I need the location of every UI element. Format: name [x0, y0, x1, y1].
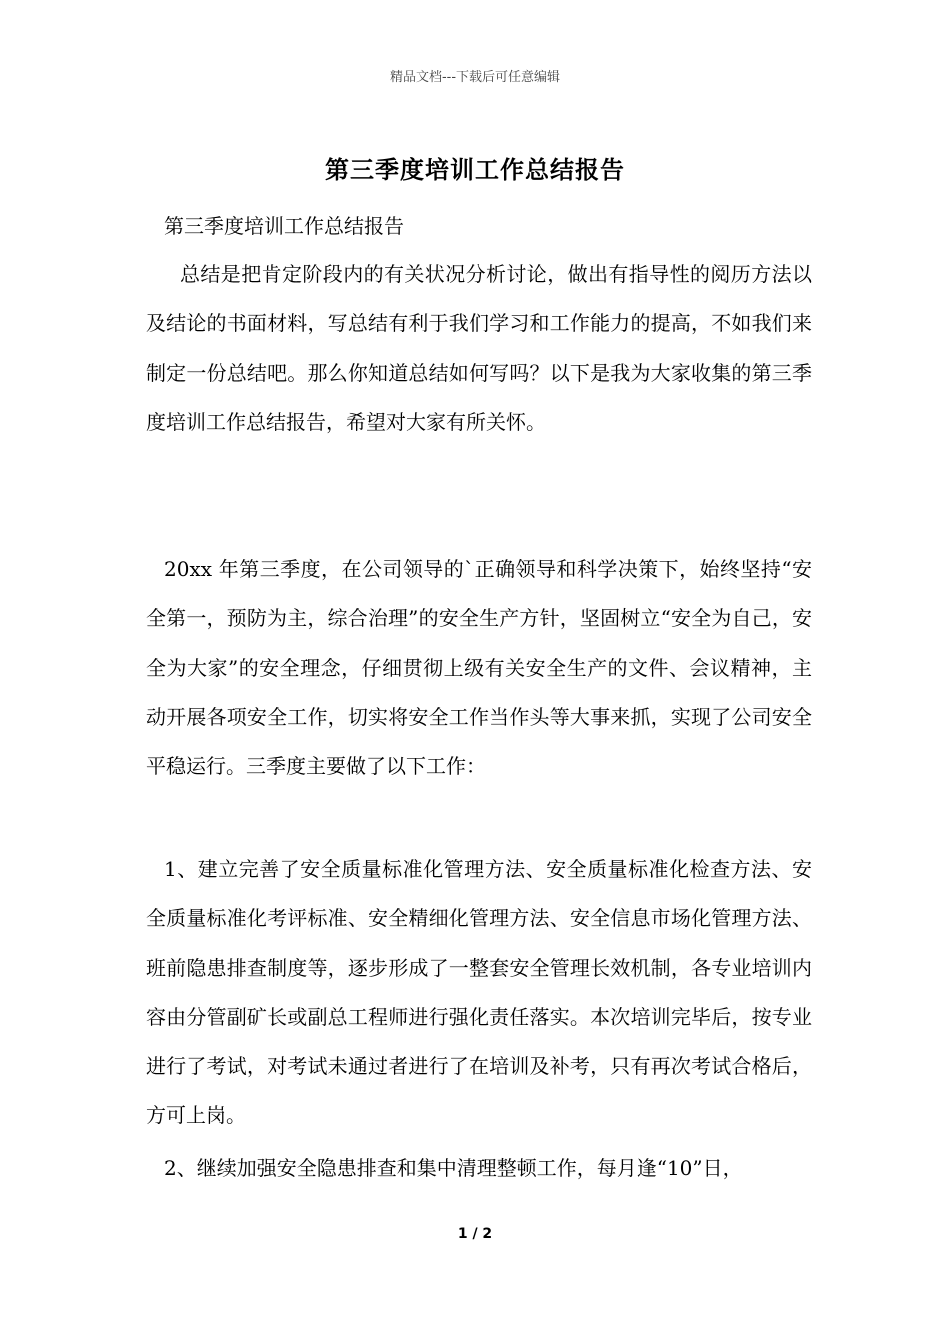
paragraph-item-1: 1、建立完善了安全质量标准化管理方法、安全质量标准化检查方法、安全质量标准化考评标准、安全精细化管理方法、安全信息市场化管理方法、 班前隐患排查制度等，逐步形成了一整套安全管理长效机制，各专业培训内容由分管副矿长或副总工程师进行强化责任落实。本次培训完毕后，按专业进行了考试，对考试未通过者进行了在培训及补考，只有再次考试合格后，方可上岗。 [146, 857, 812, 1128]
paragraph-overview: 20xx 年第三季度，在公司领导的`正确领导和科学决策下，始终坚持“安全第一，预防为主，综合治理”的安全生产方针，坚固树立“安全为自己，安全为大家”的安全理念，仔细贯彻上级有关安全生产的文件、会议精神，主动开展各项安全工作，切实将安全工作当作头等大事来抓，实现了公司安全平稳运行。三季度主要做了以下工作： [146, 557, 812, 779]
paragraph-item-2: 2、继续加强安全隐患排查和集中清理整顿工作，每月逢“10”日， [164, 1156, 743, 1180]
document-title: 第三季度培训工作总结报告 [325, 155, 625, 184]
document-subtitle: 第三季度培训工作总结报告 [164, 214, 404, 238]
page-header-note: 精品文档---下载后可任意编辑 [389, 70, 561, 85]
page-number: 1 / 2 [457, 1226, 493, 1242]
paragraph-intro: 总结是把肯定阶段内的有关状况分析讨论，做出有指导性的阅历方法以及结论的书面材料，写总结有利于我们学习和工作能力的提高，不如我们来制定一份总结吧。那么你知道总结如何写吗？以下是我为大家收集的第三季度培训工作总结报告，希望对大家有所关怀。 [146, 262, 812, 434]
